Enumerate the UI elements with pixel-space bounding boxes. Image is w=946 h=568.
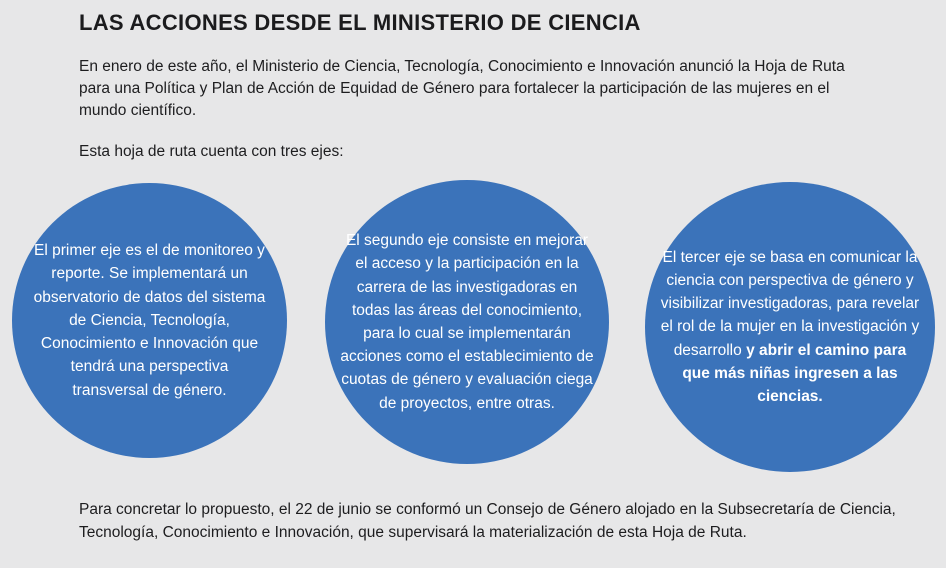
axis-3-text: El tercer eje se basa en comunicar la ciencia con perspectiva de género y visibilizar investigadoras, para revelar el rol de la mujer en la investigación y desarrollo: [660, 248, 920, 359]
intro-paragraph: En enero de este año, el Ministerio de Ciencia, Tecnología, Conocimiento e Innovación anunció la Hoja de Ruta para una Política y Plan de Acción de Equidad de Género para fortalecer la participación de las mujeres en el mundo científico.: [79, 58, 845, 119]
section-title: LAS ACCIONES DESDE EL MINISTERIO DE CIENCIA: [79, 10, 641, 35]
axis-circle-3: [645, 182, 935, 472]
axis-3-emphasis: y abrir el camino para que más niñas ingresen a las ciencias.: [682, 341, 907, 405]
axis-2-text: El segundo eje consiste en mejorar el acceso y la participación en la carrera de las investigadoras en todas las áreas del conocimiento, para lo cual se implementarán acciones como el establecimiento de cuotas de género y evaluación ciega de proyectos, entre otras.: [340, 232, 594, 412]
axes-lead-text: Esta hoja de ruta cuenta con tres ejes:: [79, 143, 344, 160]
axis-circle-1: [12, 183, 287, 458]
axis-circle-2: [325, 180, 609, 464]
axis-1-text: El primer eje es el de monitoreo y reporte. Se implementará un observatorio de datos del sistema de Ciencia, Tecnología, Conocimiento e Innovación que tendrá una perspectiva transversal de género.: [33, 242, 266, 399]
axis-3-text-block: [659, 246, 921, 408]
outro-paragraph: Para concretar lo propuesto, el 22 de junio se conformó un Consejo de Género alojado en la Subsecretaría de Ciencia, Tecnología, Conocimiento e Innovación, que supervisará la materialización de esta Hoja de Ruta.: [79, 501, 896, 541]
